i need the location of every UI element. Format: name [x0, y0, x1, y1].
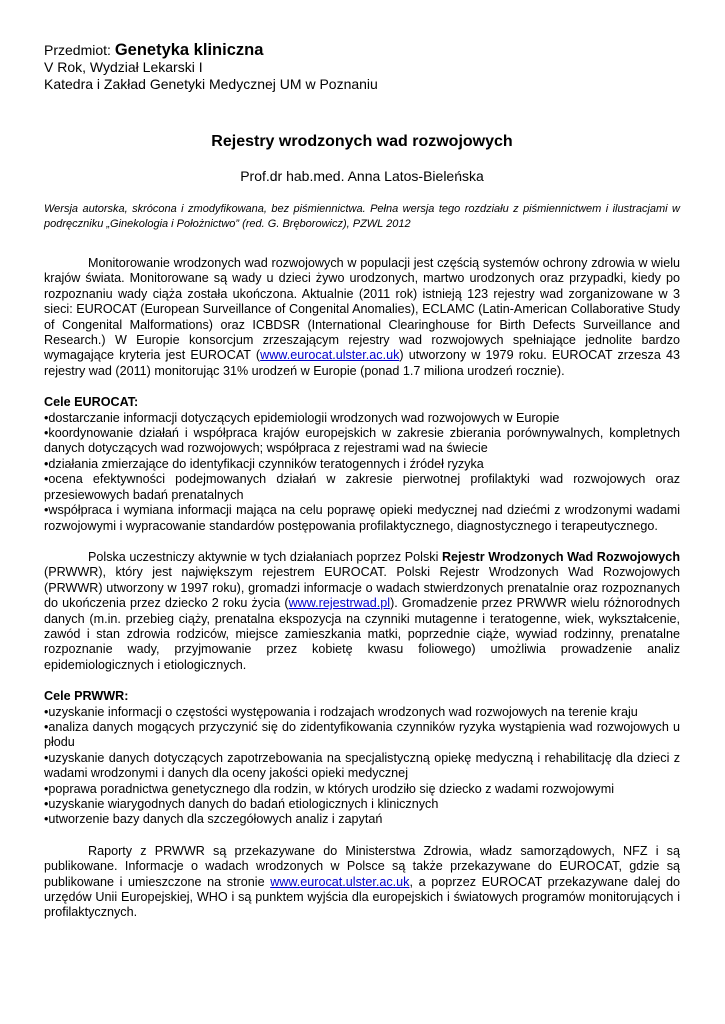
list-item: •koordynowanie działań i współpraca krajów europejskich w zakresie zbierania porównywalnych, kompletnych danych dotyczących wad rozwojowych; współpraca z rejestrami wad na świecie: [44, 426, 680, 456]
prwwr-text-b: (PRWWR), który jest największym rejestrem EUROCAT. Polski Rejestr Wrodzonych Wad Rozwojowych (PRWWR) utworzony w 1997 roku), gromadzi informacje o wadach stwierdzonych prenatalnie oraz rozpoznanych do ukończenia przez dziecko 2 roku życia (: [44, 565, 680, 611]
rejestrwad-link[interactable]: www.rejestrwad.pl: [288, 596, 391, 611]
list-item: •działania zmierzające do identyfikacji czynników teratogennych i źródeł ryzyka: [44, 456, 484, 471]
eurocat-goals-heading: Cele EUROCAT:: [44, 395, 139, 410]
year-faculty: V Rok, Wydział Lekarski I: [44, 59, 203, 75]
version-note: Wersja autorska, skrócona i zmodyfikowana, bez piśmiennictwa. Pełna wersja tego rozdziału z piśmiennictwem i ilustracjami w podręczniku „Ginekologia i Położnictwo” (red. G. Bręborowicz), PZWL 2012: [44, 203, 680, 230]
intro-text-b: ) utworzony w 1979 roku. EUROCAT zrzesza 43 rejestry wad (2011) monitorując 31% urodzeń w Europie (ponad 1.7 miliona urodzeń rocznie).: [44, 348, 680, 378]
document-page: [44, 42, 680, 921]
document-header: [44, 42, 680, 93]
reports-paragraph: [44, 844, 680, 921]
reports-text-a: Raporty z PRWWR są przekazywane do Ministerstwa Zdrowia, władz samorządowych, NFZ i są publikowane. Informacje o wadach wrodzonych w Polsce są także przekazywane do EUROCAT, gdzie są publikowane i umieszczone na stronie: [44, 843, 680, 889]
list-item: •uzyskanie informacji o częstości występowania i rodzajach wrodzonych wad rozwojowych na terenie kraju: [44, 704, 638, 719]
list-item: •analiza danych mogących przyczynić się do zidentyfikowania czynników ryzyka wystąpienia wad rozwojowych u płodu: [44, 719, 680, 750]
prwwr-text-a: Polska uczestniczy aktywnie w tych działaniach poprzez Polski: [88, 549, 442, 564]
subject-line: [44, 42, 680, 59]
subject-value: Genetyka kliniczna: [114, 41, 264, 59]
list-item: •uzyskanie wiarygodnych danych do badań etiologicznych i klinicznych: [44, 797, 439, 811]
list-item: •ocena efektywności podejmowanych działań w zakresie pierwotnej profilaktyki wad rozwojowych oraz przesiewowych badań prenatalnych: [44, 472, 680, 502]
prwwr-bold-name: Rejestr Wrodzonych Wad Rozwojowych: [441, 549, 681, 564]
prwwr-paragraph: [44, 550, 680, 673]
list-item: •utworzenie bazy danych dla szczegółowych analiz i zapytań: [44, 812, 383, 827]
eurocat-goals-list: [44, 411, 680, 534]
list-item: •poprawa poradnictwa genetycznego dla rodzin, w których urodziło się dziecko z wadami rozwojowymi: [44, 781, 614, 796]
intro-text-a: Monitorowanie wrodzonych wad rozwojowych w populacji jest częścią systemów ochrony zdrowia w wielu krajów świata. Monitorowane są wady u dzieci żywo urodzonych, martwo urodzonych oraz przypadki, kiedy po rozpoznaniu wady ciąża została ukończona. Aktualnie (2011 rok) istnieją 123 rejestry wad zorganizowane w 3 sieci: EUROCAT (European Surveillance of Congenital Anomalies), ECLAMC (Latin-American Collaborative Study of Congenital Malformations) oraz ICBDSR (International Clearinghouse for Birth Defects Surveillance and Research.) W Europie konsorcjum zrzeszającym rejestry wad rozwojowych spełniające jednolite bardzo wymagające kryteria jest EUROCAT (: [44, 256, 680, 363]
reports-text-b: , a poprzez EUROCAT przekazywane dalej do urzędów Unii Europejskiej, WHO i są punktem wyjścia dla europejskich i światowych programów monitorujących i profilaktycznych.: [44, 874, 680, 920]
prwwr-goals-heading: Cele PRWWR:: [44, 689, 129, 704]
eurocat-link-2[interactable]: www.eurocat.ulster.ac.uk: [270, 874, 410, 889]
list-item: •współpraca i wymiana informacji mająca na celu poprawę opieki medycznej nad dziećmi z wrodzonymi wadami rozwojowymi i wypracowanie standardów postępowania profilaktycznego, diagnostycznego i terapeutycznego.: [44, 503, 680, 533]
list-item: •dostarczanie informacji dotyczących epidemiologii wrodzonych wad rozwojowych w Europie: [44, 410, 560, 425]
intro-paragraph: [44, 256, 680, 379]
eurocat-link[interactable]: www.eurocat.ulster.ac.uk: [260, 348, 400, 363]
prwwr-text-c: ). Gromadzenie przez PRWWR wielu różnorodnych danych (m.in. przebieg ciąży, prenatalna ekspozycja na czynniki mutagenne i teratogenne, wiek, wykształcenie, zawód i stan zdrowia rodziców, miejsce zamieszkania matki, poprzednie ciąże, wywiad rodzinny, prenatalne rozpoznanie wady, przyjmowanie przez kobietę kwasu foliowego) umożliwia prowadzenie analiz epidemiologicznych i etiologicznych.: [44, 596, 680, 672]
department: Katedra i Zakład Genetyki Medycznej UM w Poznaniu: [44, 76, 378, 92]
document-title: Rejestry wrodzonych wad rozwojowych: [211, 133, 513, 150]
list-item: •uzyskanie danych dotyczących zapotrzebowania na specjalistyczną opiekę medyczną i rehabilitację dla dzieci z wadami wrodzonymi i danych dla oceny jakości opieki medycznej: [44, 750, 680, 781]
prwwr-goals-list: [44, 705, 680, 828]
document-author: Prof.dr hab.med. Anna Latos-Bieleńska: [240, 168, 484, 184]
subject-label: Przedmiot:: [44, 42, 111, 58]
